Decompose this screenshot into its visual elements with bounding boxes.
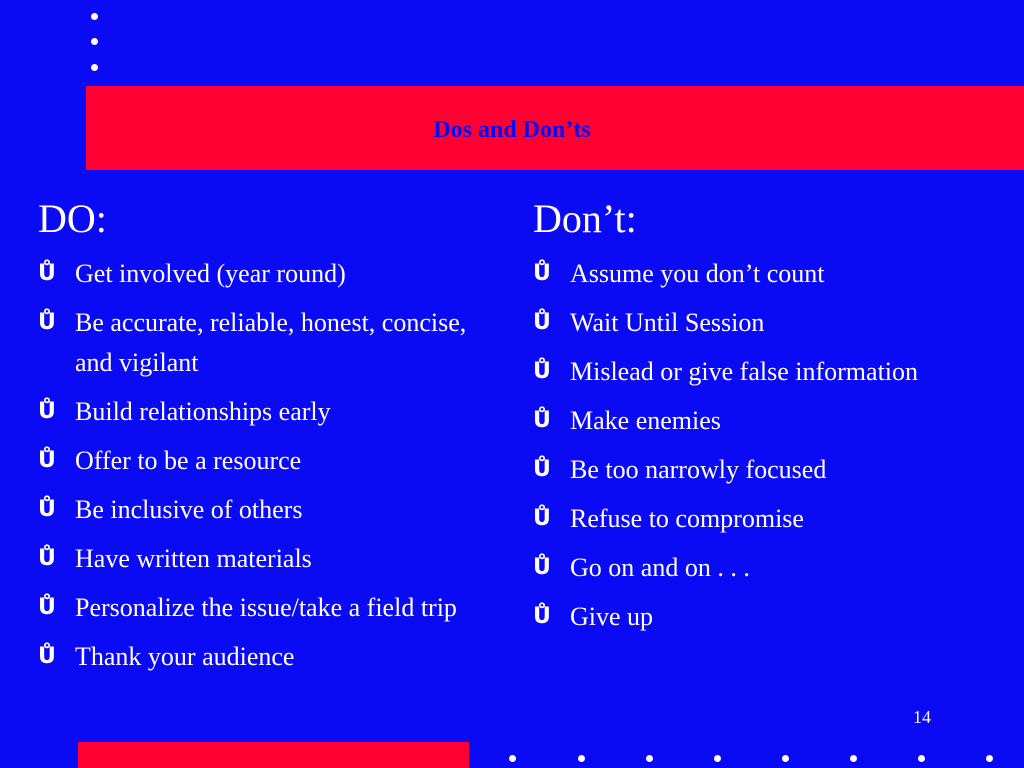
slide-title: Dos and Don’ts [433,117,591,143]
list-item-text: Mislead or give false information [570,357,919,386]
bullet-icon: Ů [38,595,56,620]
list-item-text: Be inclusive of others [75,495,303,524]
bullet-icon: Ů [38,644,56,669]
bullet-icon: Ů [533,555,551,580]
bullet-icon: Ů [38,497,56,522]
list-item-text: Be accurate, reliable, honest, concise, and vigilant [75,308,467,377]
footer-bar [78,742,469,768]
bullet-icon: Ů [533,457,551,482]
dont-column [533,196,993,646]
bullet-icon: Ů [533,261,551,286]
decorative-dot [850,755,857,762]
decorative-dot [91,38,98,45]
decorative-dot [509,755,516,762]
list-item [38,490,488,530]
list-item [38,588,488,628]
bullet-icon: Ů [533,604,551,629]
list-item [533,597,993,637]
list-item-text: Give up [570,602,654,631]
list-item-text: Build relationships early [75,397,331,426]
list-item [38,254,488,294]
bullet-icon: Ů [38,448,56,473]
decorative-dot [646,755,653,762]
bullet-icon: Ů [533,408,551,433]
list-item-text: Get involved (year round) [75,259,346,288]
list-item [533,401,993,441]
list-item [533,303,993,343]
bullet-icon: Ů [38,546,56,571]
bullet-icon: Ů [38,399,56,424]
decorative-dot [918,755,925,762]
dont-heading: Don’t: [533,196,637,241]
list-item-text: Wait Until Session [570,308,765,337]
list-item-text: Refuse to compromise [570,504,804,533]
list-item-text: Personalize the issue/take a field trip [75,593,457,622]
decorative-dot [714,755,721,762]
list-item [38,392,488,432]
decorative-dot [782,755,789,762]
list-item [38,637,488,677]
list-item [38,539,488,579]
bullet-icon: Ů [38,261,56,286]
list-item [38,441,488,481]
dont-list [533,254,993,637]
list-item-text: Have written materials [75,544,312,573]
do-list [38,254,488,677]
list-item-text: Assume you don’t count [570,259,825,288]
decorative-dot [578,755,585,762]
list-item-text: Thank your audience [75,642,295,671]
bullet-icon: Ů [533,310,551,335]
decorative-dot [986,755,993,762]
list-item [533,450,993,490]
do-heading: DO: [38,196,107,241]
list-item [533,548,993,588]
list-item-text: Offer to be a resource [75,446,302,475]
page-number: 14 [913,707,931,727]
bullet-icon: Ů [38,310,56,335]
decorative-dot [91,64,98,71]
list-item [533,499,993,539]
list-item [38,303,488,383]
bullet-icon: Ů [533,359,551,384]
list-item-text: Be too narrowly focused [570,455,827,484]
list-item [533,352,993,392]
do-column [38,196,488,686]
bullet-icon: Ů [533,506,551,531]
list-item-text: Make enemies [570,406,721,435]
list-item-text: Go on and on . . . [570,553,750,582]
decorative-dot [91,13,98,20]
list-item [533,254,993,294]
